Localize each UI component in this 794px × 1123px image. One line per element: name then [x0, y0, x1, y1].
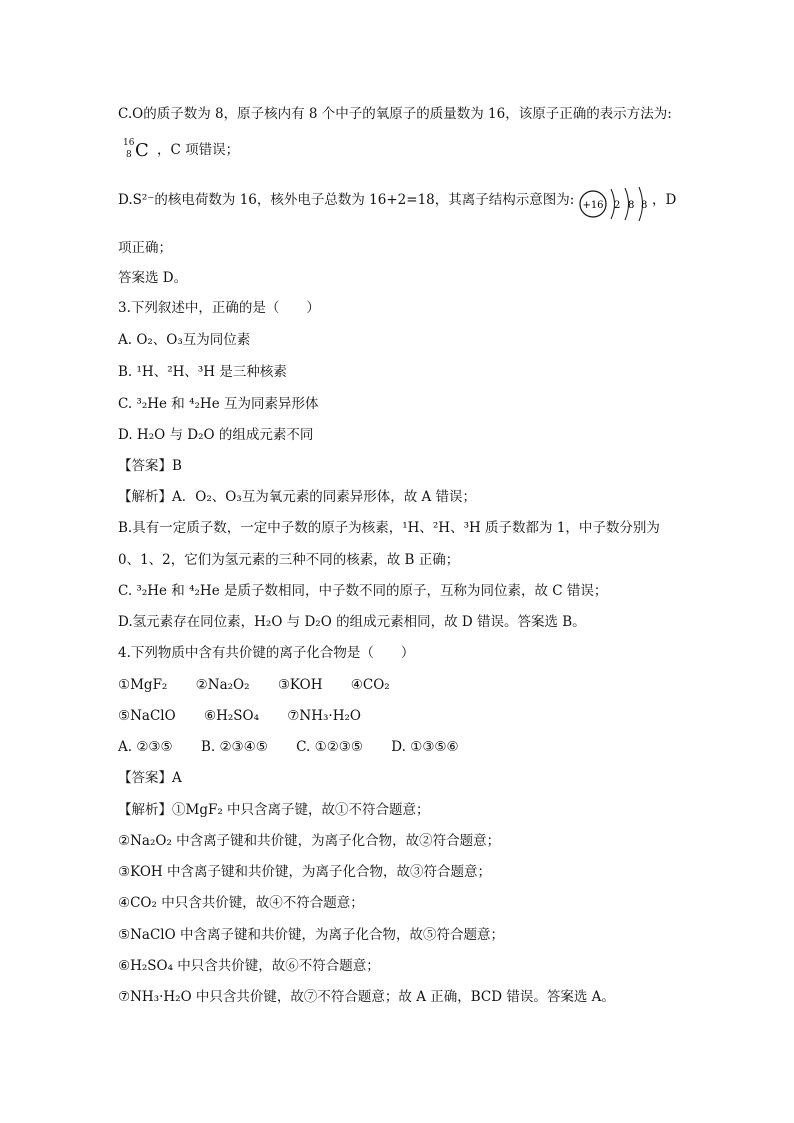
- nuclide-symbol: C: [135, 140, 149, 161]
- q2-option-d-continuation: 项正确；: [118, 240, 172, 256]
- q4-item: ⑥H₂SO₄: [203, 708, 259, 724]
- nuclide-notation: [120, 138, 160, 164]
- q4-options-row: [118, 737, 459, 757]
- q4-option: C. ①②③⑤: [296, 739, 363, 755]
- q4-item: ④CO₂: [350, 677, 390, 693]
- q2-option-d-end: ，D: [652, 192, 677, 208]
- q4-analysis-line: ⑦NH₃·H₂O 中只含共价键，故⑦不符合题意；故 A 正确，BCD 错误。答案选 A。: [118, 989, 615, 1005]
- nucleus-charge: +16: [582, 200, 604, 211]
- q3-analysis-line: B.具有一定质子数，一定中子数的原子为核素，¹H、²H、³H 质子数都为 1，中子数分别为: [118, 520, 660, 536]
- nuclide-mass-number: 16: [123, 138, 135, 148]
- q4-analysis-line: 【解析】①MgF₂ 中只含离子键，故①不符合题意；: [118, 802, 430, 818]
- q4-answer: 【答案】A: [118, 770, 182, 786]
- q3-stem: 3.下列叙述中，正确的是（ ）: [118, 300, 320, 316]
- q4-analysis-line: ⑥H₂SO₄ 中只含共价键，故⑥不符合题意；: [118, 958, 380, 974]
- q4-analysis-line: ②Na₂O₂ 中含离子键和共价键，为离子化合物，故②符合题意；: [118, 833, 501, 849]
- q4-item: ③KOH: [277, 677, 323, 693]
- q4-items-row-2: [118, 706, 361, 726]
- q3-analysis-line: 0、1、2，它们为氢元素的三种不同的核素，故 B 正确；: [118, 552, 460, 568]
- q4-items-row-1: [118, 675, 390, 695]
- q3-analysis-line: D.氢元素存在同位素，H₂O 与 D₂O 的组成元素相同，故 D 错误。答案选 B。: [118, 614, 586, 630]
- q4-analysis-line: ④CO₂ 中只含共价键，故④不符合题意；: [118, 895, 364, 911]
- q2-option-c-text: C.O的质子数为 8，原子核内有 8 个中子的氧原子的质量数为 16，该原子正确的表示方法为:: [118, 106, 672, 122]
- q2-answer-line: 答案选 D。: [118, 270, 188, 286]
- q4-stem: 4.下列物质中含有共价键的离子化合物是（ ）: [118, 645, 415, 661]
- shell-electrons-1: 2: [614, 200, 621, 211]
- q4-item: ⑦NH₃·H₂O: [287, 708, 361, 724]
- shell-electrons-3: 8: [641, 200, 648, 211]
- q4-item: ①MgF₂: [118, 677, 168, 693]
- q3-answer: 【答案】B: [118, 458, 182, 474]
- shell-electrons-2: 8: [628, 200, 635, 211]
- q3-option-a: A. O₂、O₃互为同位素: [118, 332, 251, 348]
- q2-option-c-end: ，C 项错误；: [157, 142, 240, 158]
- q4-item: ②Na₂O₂: [195, 677, 250, 693]
- q3-option-d: D. H₂O 与 D₂O 的组成元素不同: [118, 427, 314, 443]
- q3-analysis-line: C. ³₂He 和 ⁴₂He 是质子数相同，中子数不同的原子，互称为同位素，故 C 错误；: [118, 583, 608, 599]
- q4-option: D. ①③⑤⑥: [391, 739, 459, 755]
- q4-item: ⑤NaClO: [118, 708, 176, 724]
- q4-option: B. ②③④⑤: [200, 739, 268, 755]
- q4-analysis-line: ⑤NaClO 中含离子键和共价键，为离子化合物，故⑤符合题意；: [118, 927, 504, 943]
- q4-option: A. ②③⑤: [118, 739, 173, 755]
- q3-option-b: B. ¹H、²H、³H 是三种核素: [118, 364, 287, 380]
- nuclide-atomic-number: 8: [126, 150, 132, 160]
- q3-option-c: C. ³₂He 和 ⁴₂He 互为同素异形体: [118, 396, 319, 412]
- q2-option-d-text: D.S²⁻的核电荷数为 16，核外电子总数为 16+2=18，其离子结构示意图为:: [118, 192, 575, 208]
- q3-analysis-line: 【解析】A．O₂、O₃互为氧元素的同素异形体，故 A 错误；: [118, 489, 477, 505]
- q4-analysis-line: ③KOH 中含离子键和共价键，为离子化合物，故③符合题意；: [118, 864, 491, 880]
